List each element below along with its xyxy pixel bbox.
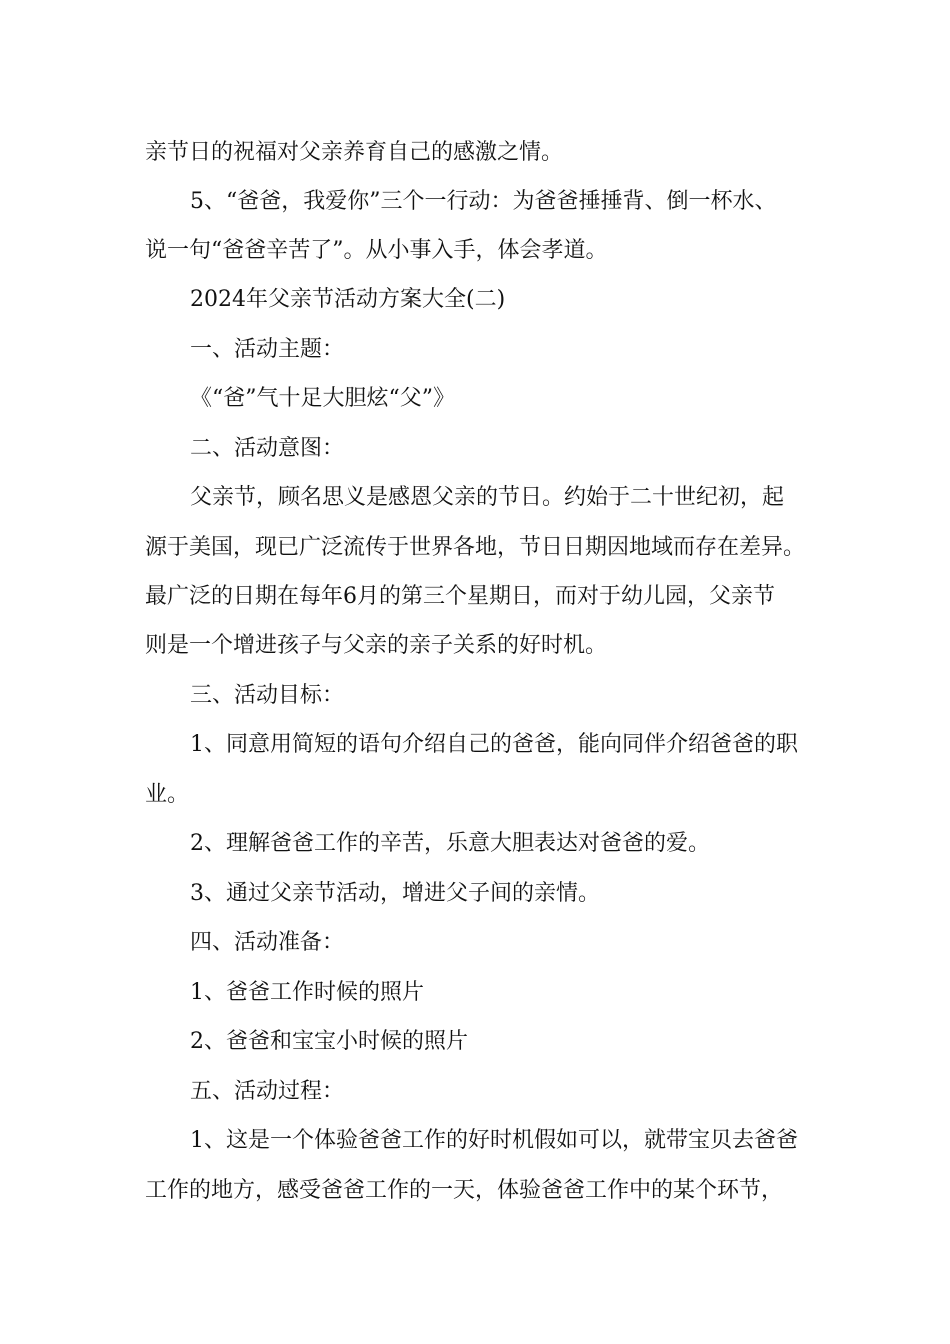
section-heading: 三、活动目标：: [190, 683, 345, 708]
paragraph-line: 5、“爸爸，我爱你”三个一行动：为爸爸捶捶背、倒一杯水、: [190, 189, 777, 214]
paragraph-line: 2、理解爸爸工作的辛苦，乐意大胆表达对爸爸的爱。: [190, 831, 710, 856]
paragraph-line: 工作的地方，感受爸爸工作的一天，体验爸爸工作中的某个环节，: [145, 1178, 784, 1203]
paragraph-line: 1、同意用简短的语句介绍自己的爸爸，能向同伴介绍爸爸的职: [190, 732, 798, 757]
section-title: 2024年父亲节活动方案大全(二): [190, 287, 506, 312]
section-heading: 五、活动过程：: [190, 1079, 345, 1104]
paragraph-line: 业。: [145, 782, 190, 807]
paragraph-line: 则是一个增进孩子与父亲的亲子关系的好时机。: [145, 633, 608, 658]
section-heading: 四、活动准备：: [190, 930, 345, 955]
paragraph-line: 父亲节，顾名思义是感恩父亲的节日。约始于二十世纪初，起: [190, 485, 785, 510]
section-heading: 一、活动主题：: [190, 337, 345, 362]
paragraph-line: 源于美国，现已广泛流传于世界各地，节日日期因地域而存在差异。: [145, 535, 806, 560]
paragraph-line: 2、爸爸和宝宝小时候的照片: [190, 1029, 468, 1054]
paragraph-line: 《“爸”气十足大胆炫“父”》: [190, 386, 455, 411]
paragraph-line: 1、爸爸工作时候的照片: [190, 980, 424, 1005]
section-heading: 二、活动意图：: [190, 436, 345, 461]
paragraph-line: 最广泛的日期在每年6月的第三个星期日，而对于幼儿园，父亲节: [145, 584, 775, 609]
paragraph-line: 说一句“爸爸辛苦了”。从小事入手，体会孝道。: [145, 238, 608, 263]
paragraph-line: 3、通过父亲节活动，增进父子间的亲情。: [190, 881, 600, 906]
paragraph-line: 1、这是一个体验爸爸工作的好时机假如可以，就带宝贝去爸爸: [190, 1128, 798, 1153]
paragraph-line: 亲节日的祝福对父亲养育自己的感激之情。: [145, 140, 564, 165]
